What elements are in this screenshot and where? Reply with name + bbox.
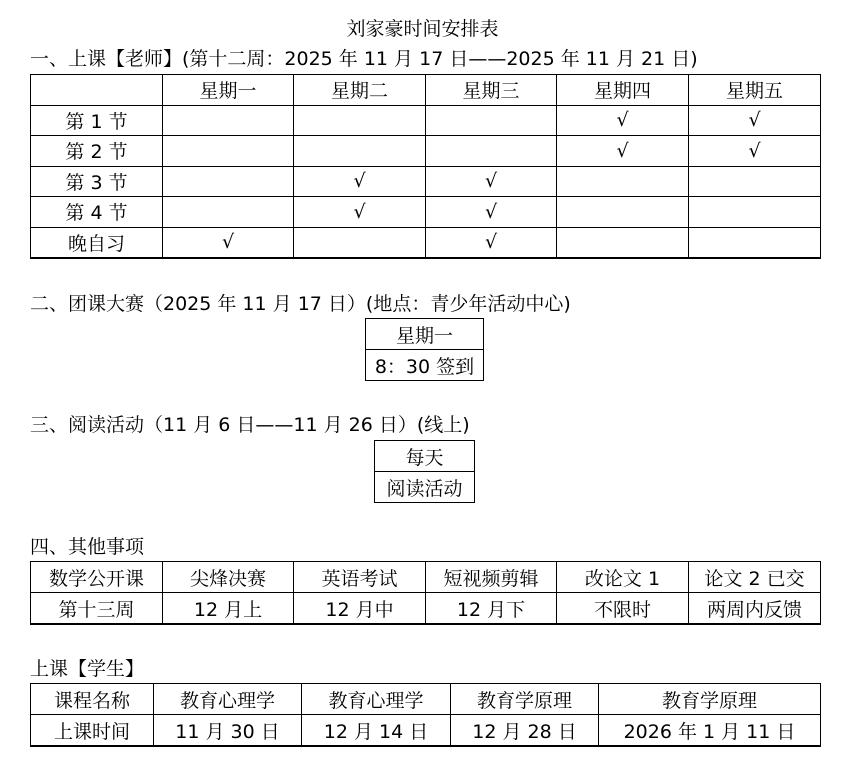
group-contest-table: [365, 318, 484, 381]
schedule-cell: √: [294, 166, 426, 197]
schedule-cell: [163, 197, 294, 228]
course-name-cell: 教育学原理: [451, 684, 599, 715]
item-time-cell: 12 月下: [426, 593, 557, 625]
period-label: 晚自习: [31, 227, 163, 258]
section1-heading: 一、上课【老师】(第十二周：2025 年 11 月 17 日——2025 年 11 月 21 日): [30, 48, 698, 70]
schedule-cell: [163, 105, 294, 136]
schedule-cell: √: [426, 227, 557, 258]
schedule-cell: [689, 166, 821, 197]
course-name-label: 课程名称: [31, 684, 154, 715]
schedule-cell: [557, 227, 689, 258]
table-row: [31, 136, 821, 167]
table-row: [31, 105, 821, 136]
reading-frequency-cell: 每天: [375, 441, 475, 472]
table-row: [31, 197, 821, 228]
schedule-cell: [689, 197, 821, 228]
table-row: [31, 715, 821, 747]
schedule-cell: √: [163, 227, 294, 258]
reading-activity-table: [374, 440, 475, 503]
contest-day-cell: 星期一: [366, 319, 484, 350]
day-header: 星期二: [294, 75, 426, 106]
section2-heading: 二、团课大赛（2025 年 11 月 17 日）(地点：青少年活动中心): [30, 293, 571, 315]
table-row: [375, 472, 475, 503]
item-cell: 数学公开课: [31, 562, 163, 593]
schedule-cell: [557, 197, 689, 228]
table-header-row: [31, 75, 821, 106]
teacher-schedule-table: [30, 74, 821, 259]
table-row: [31, 684, 821, 715]
course-name-cell: 教育心理学: [154, 684, 302, 715]
page-title: 刘家豪时间安排表: [346, 18, 499, 40]
period-label: 第 2 节: [31, 136, 163, 167]
section4-heading: 四、其他事项: [30, 536, 145, 558]
item-time-cell: 12 月中: [294, 593, 426, 625]
table-row: [366, 350, 484, 381]
day-header: 星期三: [426, 75, 557, 106]
item-cell: 英语考试: [294, 562, 426, 593]
corner-cell: [31, 75, 163, 106]
contest-time-cell: 8：30 签到: [366, 350, 484, 381]
period-label: 第 1 节: [31, 105, 163, 136]
day-header: 星期五: [689, 75, 821, 106]
schedule-cell: [163, 166, 294, 197]
table-row: [31, 593, 821, 625]
table-row: [366, 319, 484, 350]
day-header: 星期一: [163, 75, 294, 106]
item-time-cell: 第十三周: [31, 593, 163, 625]
item-cell: 论文 2 已交: [689, 562, 821, 593]
section5-heading: 上课【学生】: [30, 658, 145, 680]
course-name-cell: 教育心理学: [302, 684, 451, 715]
course-date-cell: 2026 年 1 月 11 日: [599, 715, 821, 747]
schedule-cell: [689, 227, 821, 258]
course-name-cell: 教育学原理: [599, 684, 821, 715]
schedule-cell: [426, 136, 557, 167]
item-time-cell: 不限时: [557, 593, 689, 625]
course-date-cell: 12 月 28 日: [451, 715, 599, 747]
item-time-cell: 12 月上: [163, 593, 294, 625]
table-row: [375, 441, 475, 472]
schedule-cell: √: [689, 105, 821, 136]
schedule-cell: √: [294, 197, 426, 228]
other-items-table: [30, 561, 821, 625]
item-cell: 改论文 1: [557, 562, 689, 593]
table-row: [31, 166, 821, 197]
item-cell: 尖烽决赛: [163, 562, 294, 593]
student-courses-table: [30, 683, 821, 747]
schedule-cell: [426, 105, 557, 136]
course-time-label: 上课时间: [31, 715, 154, 747]
day-header: 星期四: [557, 75, 689, 106]
schedule-cell: √: [426, 166, 557, 197]
section3-heading: 三、阅读活动（11 月 6 日——11 月 26 日）(线上): [30, 414, 470, 436]
item-time-cell: 两周内反馈: [689, 593, 821, 625]
schedule-cell: [163, 136, 294, 167]
period-label: 第 3 节: [31, 166, 163, 197]
table-row: [31, 227, 821, 258]
table-row: [31, 562, 821, 593]
schedule-cell: √: [426, 197, 557, 228]
schedule-cell: √: [689, 136, 821, 167]
course-date-cell: 11 月 30 日: [154, 715, 302, 747]
schedule-cell: [294, 136, 426, 167]
reading-activity-cell: 阅读活动: [375, 472, 475, 503]
period-label: 第 4 节: [31, 197, 163, 228]
course-date-cell: 12 月 14 日: [302, 715, 451, 747]
schedule-cell: [557, 166, 689, 197]
schedule-cell: [294, 105, 426, 136]
schedule-cell: √: [557, 105, 689, 136]
item-cell: 短视频剪辑: [426, 562, 557, 593]
schedule-cell: [294, 227, 426, 258]
schedule-cell: √: [557, 136, 689, 167]
